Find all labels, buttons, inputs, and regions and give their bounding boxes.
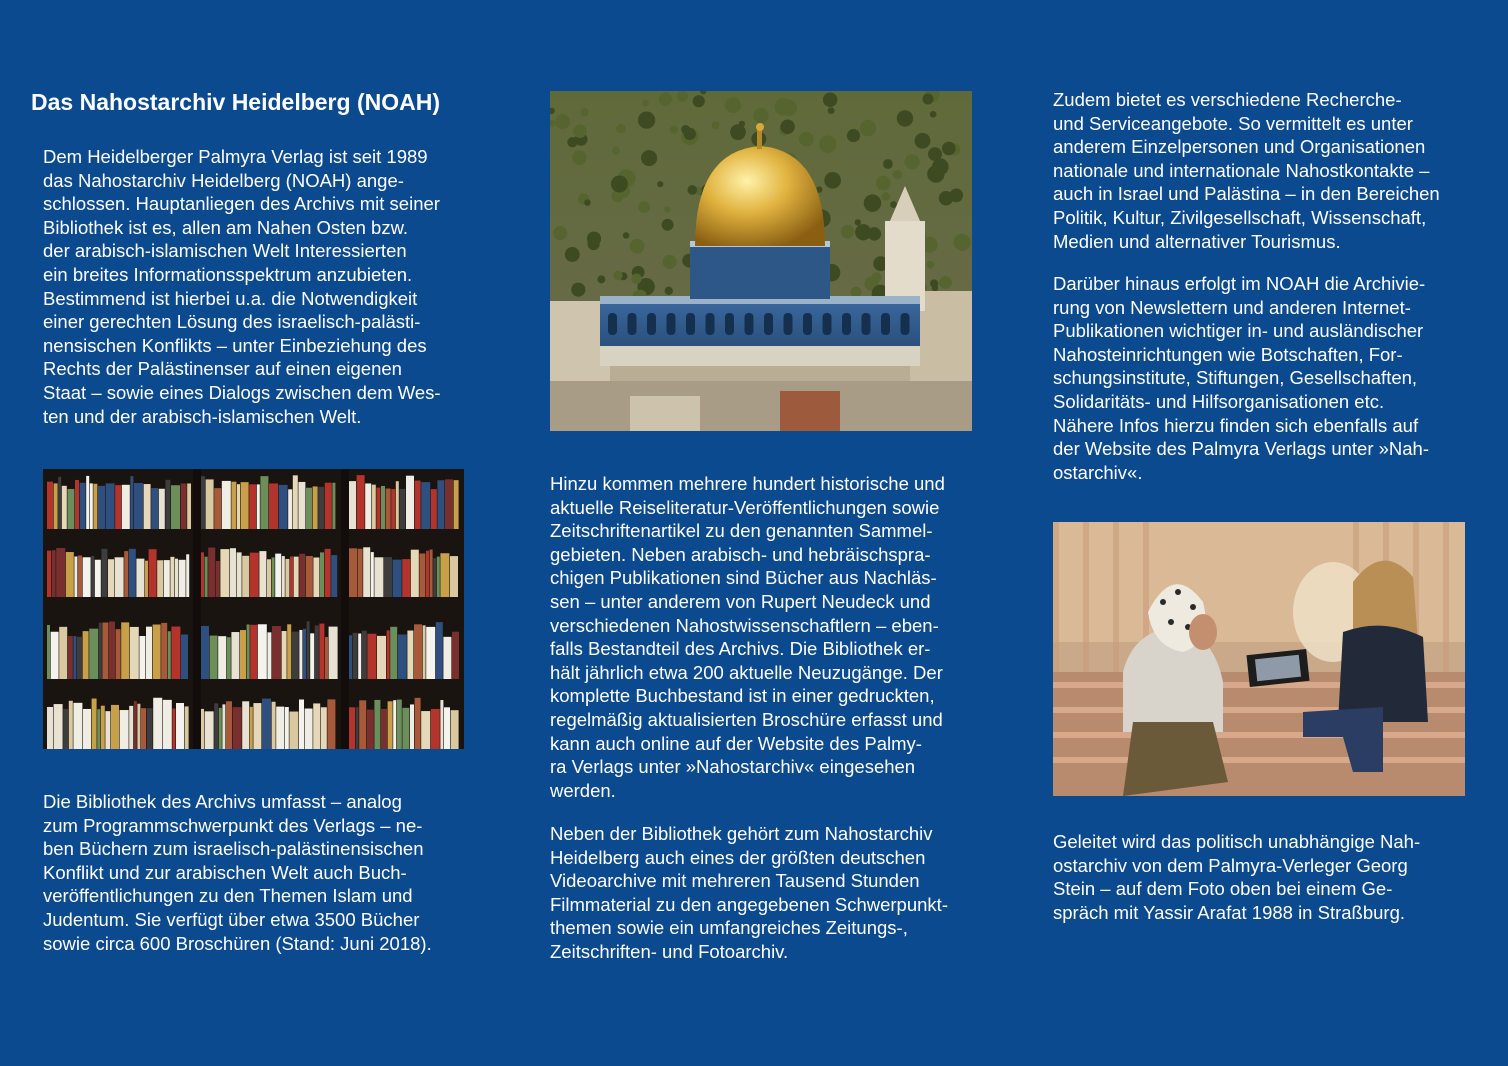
text-line: Konflikt und zur arabischen Welt auch Buch- <box>43 861 407 883</box>
text-line: Staat – sowie eines Dialogs zwischen dem Wes- <box>43 381 441 403</box>
bookshelf-photo <box>43 469 464 749</box>
text-line: der Website des Palmyra Verlags unter »Nah- <box>1053 438 1430 460</box>
text-line: Nähere Infos hierzu finden sich ebenfalls auf <box>1053 414 1419 436</box>
text-line: sen – unter anderem von Rupert Neudeck und <box>550 590 931 612</box>
text-line: anderem Einzelpersonen und Organisationen <box>1053 136 1426 158</box>
intro-paragraph <box>43 145 441 428</box>
text-line: kann auch online auf der Website des Palmy- <box>550 732 922 754</box>
text-line: gebieten. Neben arabisch- und hebräischspra- <box>550 543 931 565</box>
text-line: komplette Buchbestand ist in einer gedruckten, <box>550 685 935 707</box>
arafat-meeting-photo <box>1053 522 1465 796</box>
text-line: Die Bibliothek des Archivs umfasst – analog <box>43 791 402 812</box>
dome-of-the-rock-photo <box>550 91 972 431</box>
text-line: schungsinstitute, Stiftungen, Gesellschaften, <box>1053 367 1418 389</box>
text-line: aktuelle Reiseliteratur-Veröffentlichungen sowie <box>550 496 940 518</box>
text-line: Zudem bietet es verschiedene Recherche- <box>1053 89 1402 110</box>
text-line: Medien und alternativer Tourismus. <box>1053 230 1341 252</box>
dome-of-the-rock-image <box>550 91 972 431</box>
text-line: Solidaritäts- und Hilfsorganisationen etc. <box>1053 390 1385 412</box>
text-line: falls Bestandteil des Archivs. Die Bibliothek er- <box>550 638 931 660</box>
text-line: schlossen. Hauptanliegen des Archivs mit seiner <box>43 193 440 215</box>
text-line: werden. <box>550 779 616 801</box>
text-line: auch in Israel und Palästina – in den Bereichen <box>1053 183 1440 205</box>
text-line: einer gerechten Lösung des israelisch-palästi- <box>43 311 421 333</box>
text-line: das Nahostarchiv Heidelberg (NOAH) ange- <box>43 169 404 191</box>
text-line: Stein – auf dem Foto oben bei einem Ge- <box>1053 878 1393 900</box>
text-line: Judentum. Sie verfügt über etwa 3500 Bücher <box>43 908 420 930</box>
text-line: ben Büchern zum israelisch-palästinensischen <box>43 838 424 860</box>
text-line: der arabisch-islamischen Welt Interessierten <box>43 240 407 262</box>
text-line: Bestimmend ist hierbei u.a. die Notwendigkeit <box>43 287 418 309</box>
text-line: Geleitet wird das politisch unabhängige Nah- <box>1053 831 1421 852</box>
text-line: veröffentlichungen zu den Themen Islam und <box>43 885 413 907</box>
bookshelf-image <box>43 469 464 749</box>
text-line: chigen Publikationen sind Bücher aus Nachläs- <box>550 567 937 589</box>
text-line: Zeitschriftenartikel zu den genannten Sammel- <box>550 520 933 542</box>
text-line: Darüber hinaus erfolgt im NOAH die Archivie- <box>1053 273 1426 294</box>
text-line: Zeitschriften- und Fotoarchiv. <box>550 940 789 962</box>
leader-paragraph <box>1053 830 1420 924</box>
page-title: Das Nahostarchiv Heidelberg (NOAH) <box>31 89 440 115</box>
text-line: Neben der Bibliothek gehört zum Nahostarchiv <box>550 823 933 844</box>
text-line: regelmäßig aktualisierten Broschüre erfasst und <box>550 708 943 730</box>
text-line: ein breites Informationsspektrum anzubieten. <box>43 263 413 285</box>
text-line: ostarchiv von dem Palmyra-Verleger Georg <box>1053 854 1408 876</box>
services-paragraph <box>1053 88 1440 253</box>
text-line: zum Programmschwerpunkt des Verlags – ne- <box>43 814 423 836</box>
text-line: Publikationen wichtiger in- und ausländischer <box>1053 320 1424 342</box>
text-line: Nahosteinrichtungen wie Botschaften, For- <box>1053 343 1403 365</box>
text-line: Videoarchive mit mehreren Tausend Stunden <box>550 870 920 892</box>
text-line: ostarchiv«. <box>1053 461 1143 483</box>
text-line: sowie circa 600 Broschüren (Stand: Juni 2018). <box>43 932 432 954</box>
text-line: verschiedenen Nahostwissenschaftlern – eben- <box>550 614 939 636</box>
travel-literature-paragraph <box>550 472 945 802</box>
text-line: und Serviceangebote. So vermittelt es unter <box>1053 112 1413 134</box>
text-line: Heidelberg auch eines der größten deutschen <box>550 846 926 868</box>
text-line: themen sowie ein umfangreiches Zeitungs-, <box>550 917 908 939</box>
text-line: hält jährlich etwa 200 aktuelle Neuzugänge. Der <box>550 661 943 683</box>
text-line: Dem Heidelberger Palmyra Verlag ist seit 1989 <box>43 146 428 167</box>
text-line: Filmmaterial zu den angegebenen Schwerpunkt- <box>550 893 948 915</box>
text-line: spräch mit Yassir Arafat 1988 in Straßburg. <box>1053 901 1406 923</box>
video-archive-paragraph <box>550 822 948 964</box>
archiving-paragraph <box>1053 272 1429 484</box>
text-line: ten und der arabisch-islamischen Welt. <box>43 405 362 427</box>
text-line: Rechts der Palästinenser auf einen eigenen <box>43 358 402 380</box>
text-line: nationale und internationale Nahostkontakte – <box>1053 159 1430 181</box>
text-line: ra Verlags unter »Nahostarchiv« eingesehen <box>550 756 916 778</box>
library-paragraph <box>43 790 432 955</box>
meeting-image <box>1053 522 1465 796</box>
text-line: Hinzu kommen mehrere hundert historische und <box>550 473 945 494</box>
text-line: rung von Newslettern und anderen Internet- <box>1053 296 1411 318</box>
text-line: nensischen Konflikts – unter Einbeziehung des <box>43 334 427 356</box>
text-line: Politik, Kultur, Zivilgesellschaft, Wissenschaft, <box>1053 206 1427 228</box>
text-line: Bibliothek ist es, allen am Nahen Osten bzw. <box>43 216 409 238</box>
